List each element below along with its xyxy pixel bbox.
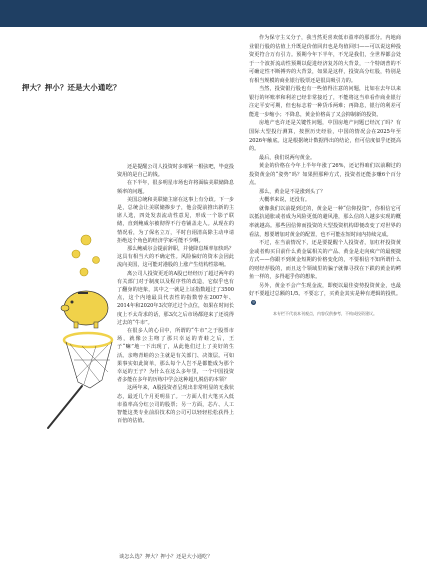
end-mark-icon: ◎	[251, 299, 256, 304]
paragraph: 就像我们以前提到过的，黄金是一种“信仰投资”，你相信它可以抵抗通胀或者成为风险更低的避风港，那么信的人越多实现的概率就越高。那些因信仰而投资的大型投资机构即便改变了对世界的看法，想要增加对黄金的配置，也不可能在短时间内持续完成。	[249, 205, 401, 238]
paragraph: 当然，投资银行股也有一些值得注意的问题，比如在去年以来银行的坏账率和利差已经非常接近了，不能将这当单看作商业银行注定平安可期，但也标志着一种货币两难；再降息，银行的利差可能进一步缩小；不降息，黄金价格高了又会抑制新的投资。	[249, 86, 401, 118]
paragraph: 最后，我们说两句黄金。	[259, 154, 316, 161]
article-column-right	[249, 34, 401, 321]
disclaimer: 本专栏不代表本刊观点，内容仅供参考，不构成投资建议。	[273, 310, 377, 316]
paragraph: 美国总统和美联储主席在这事上有分歧。下一步是，总统会让美联储掺步子，他会提前推出新的主席人选，四处发表流动性意见，形成一个影子联储，直到鲍威尔被彻得不行卷铺盖走人。从现在的情况看，为了保名立万，平时自诩清高除主动申请拒绝这个角色的经济学家可能不少啊。	[117, 196, 234, 244]
header-bar	[0, 0, 427, 27]
paragraph: 那么鲍威尔会提前辞职，并使降息频率加快吗？这具有相当大的不确定性。风险偏好的资本会因此流向美国，这可能对港股的上涨产生结构性影响。	[117, 246, 234, 269]
paragraph: 在下半年，很多明星市场也许将面临美联储降息频率的问题。	[117, 180, 234, 195]
paragraph: 在很多人的心目中，所谓的“牛市”之于股票市场，就像公主吻了那只幸运的青蛙之后，王子“嘛”地一下出现了，从此他们过上了美好的生活。亲吻青蛙的公主就是有关部门、决策层。可如果事实如此简单，那么每个人岂不是都能成为那个幸运的王子？为什么在这么多年里，一个中国投资者多能在多年的历练中学会这种超凡脱俗的本领？	[117, 328, 234, 384]
paragraph: 那么，黄金是不是涨到头了？	[259, 188, 326, 195]
article-column-left	[117, 163, 234, 426]
paragraph-text: 另外，黄金不会产生现金流，即便以最佳姿势投资黄金，也最好不要超过总额的1/5。不要忘了，买黄金其实是种有逻辑的投机。	[249, 282, 401, 298]
paragraph: 这两年来，A股投资者呈现出非常明显的无我状态，最近几个月更明显了。一方面人们大笔买入低市盈率高分红公司的股票；另一方面，芯片、人工智能这类专业前沿技术的公司可以轻轻松松获得上百倍的估值。	[117, 385, 234, 425]
piggy-bank-net-illustration	[38, 232, 121, 432]
paragraph: 离公司人投资更近的A股已经经历了超过两年的有关部门对于制度以及程序性的改造，它似乎也有了翻身的迹象，其中之一就是上证指数超过了3500点，这个内地最具代表性的指数曾在2007年、2014年和2020年3次穿过过个点位，如果在时间长度上不太苛求的话，那3次之后市场都迎来了还说得过去的“牛市”。	[117, 270, 234, 326]
section-title: 押大？押小？还是大小通吃？	[22, 83, 121, 92]
paragraph: 大概率来说，还没有。	[259, 197, 310, 204]
paragraph: 不过，在当前情况下，还是要提醒个人投资者，加杠杆投资黄金或者购买目前什么黄金属相关的产品、黄金是走向疯产的最便捷方式——你跟不到黄金短期的价格变化的，不要相信不知所谓什么的财经荐股的，而且这个领域里的骗子就像寻找在下跌的黄金的鳄鱼一样的，多得超乎你的想象。	[249, 240, 401, 281]
page-footer: 谈怎么选？押大？押小？还是大小通吃？	[119, 554, 213, 560]
paragraph: 房地产也许还是关键性问题，中国房地产问题已经沉了吗？有国际大型投行测算，按照历史经验，中国的情况会在2025年至2026年触底。这是根据统计数据得出的结论，但可信度似乎还挺高的。	[249, 120, 401, 153]
paragraph: 还是提醒公司人投资时多璀紧一根弦吧，毕竟投资用的是自己的钱。	[117, 164, 234, 179]
paragraph: 黄金的价格在今年上半年年涨了26%，还记得咱们以前聊过的投资黄金的“姿势”吗？如果照那种方式，投资者还能多赚6个百分点。	[249, 163, 401, 187]
paragraph: 作为保守主义分子，我当然更喜欢低市盈率的那部分。内地商业银行股的估值上升既是价值回归也是均值回归——可以说这种投资更符合万有引力。预期今年下半年，不光是我们，全世界都会处于一个波折流动性预期以促进经济复苏的大背景，一个特朗普的不可确定性不断搏弈的大背景，如果是这样，投资高分红股，特别是有相当规模的商业银行股票还是很具吸引力的。	[249, 35, 401, 84]
paragraph-last	[249, 282, 401, 308]
